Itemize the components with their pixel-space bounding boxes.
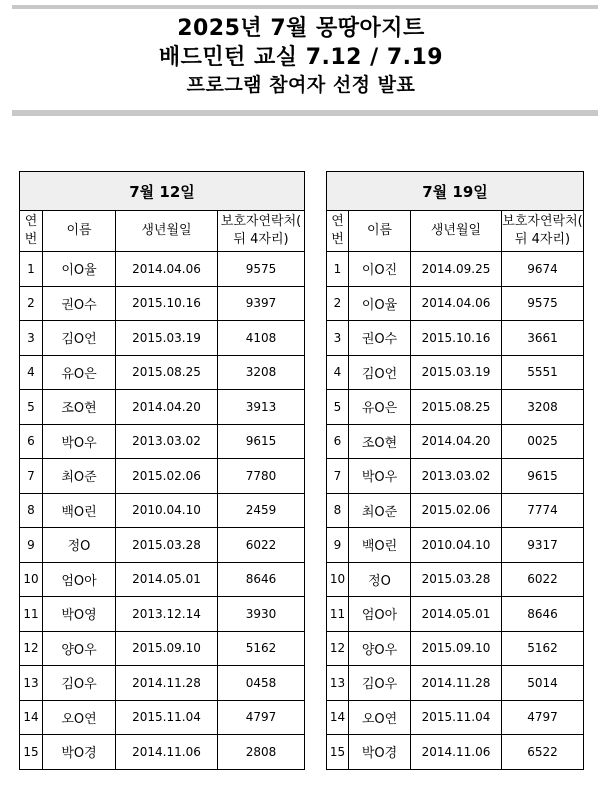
row-number: 13 — [20, 666, 43, 701]
col-header-name: 이름 — [349, 211, 411, 252]
row-number: 14 — [327, 700, 349, 735]
birth-date: 2014.11.06 — [116, 735, 218, 770]
table-row — [327, 459, 584, 494]
row-number: 2 — [20, 286, 43, 321]
table-row — [327, 252, 584, 287]
title-block — [0, 14, 602, 98]
row-number: 6 — [20, 424, 43, 459]
row-number: 1 — [20, 252, 43, 287]
guardian-contact: 4108 — [218, 321, 305, 356]
birth-date: 2015.09.10 — [411, 631, 502, 666]
title-line-2: 배드민턴 교실 7.12 / 7.19 — [158, 45, 444, 70]
participant-name: 박O우 — [349, 459, 411, 494]
guardian-contact: 7780 — [218, 459, 305, 494]
table-row — [20, 562, 305, 597]
participant-name: 백O린 — [43, 493, 116, 528]
birth-date: 2015.11.04 — [116, 700, 218, 735]
guardian-contact: 5551 — [502, 355, 584, 390]
table-row — [20, 390, 305, 425]
birth-date: 2013.03.02 — [411, 459, 502, 494]
row-number: 15 — [327, 735, 349, 770]
table-july-12 — [19, 171, 305, 770]
table-row — [327, 597, 584, 632]
guardian-contact: 8646 — [502, 597, 584, 632]
birth-date: 2014.11.28 — [411, 666, 502, 701]
participant-name: 백O린 — [349, 528, 411, 563]
table-row — [20, 631, 305, 666]
table-row — [327, 424, 584, 459]
table-row — [20, 459, 305, 494]
participant-name: 권O수 — [43, 286, 116, 321]
row-number: 3 — [20, 321, 43, 356]
participant-name: 이O율 — [43, 252, 116, 287]
row-number: 14 — [20, 700, 43, 735]
table-row — [20, 355, 305, 390]
participant-name: 유O은 — [349, 390, 411, 425]
col-header-birth: 생년월일 — [116, 211, 218, 252]
row-number: 15 — [20, 735, 43, 770]
guardian-contact: 5162 — [218, 631, 305, 666]
participant-name: 양O우 — [43, 631, 116, 666]
row-number: 4 — [20, 355, 43, 390]
table-date-header: 7월 19일 — [327, 172, 584, 211]
row-number: 11 — [327, 597, 349, 632]
birth-date: 2015.03.28 — [116, 528, 218, 563]
guardian-contact: 5014 — [502, 666, 584, 701]
table-row — [327, 390, 584, 425]
row-number: 10 — [327, 562, 349, 597]
row-number: 10 — [20, 562, 43, 597]
guardian-contact: 4797 — [218, 700, 305, 735]
col-header-no: 연 번 — [20, 211, 43, 252]
birth-date: 2014.11.06 — [411, 735, 502, 770]
table-row — [20, 252, 305, 287]
guardian-contact: 8646 — [218, 562, 305, 597]
birth-date: 2014.05.01 — [411, 597, 502, 632]
table-row — [327, 528, 584, 563]
guardian-contact: 7774 — [502, 493, 584, 528]
table-row — [327, 321, 584, 356]
row-number: 5 — [327, 390, 349, 425]
table-row — [20, 700, 305, 735]
col-header-birth: 생년월일 — [411, 211, 502, 252]
birth-date: 2014.05.01 — [116, 562, 218, 597]
participant-name: 박O경 — [43, 735, 116, 770]
row-number: 3 — [327, 321, 349, 356]
birth-date: 2015.11.04 — [411, 700, 502, 735]
table-date-header: 7월 12일 — [20, 172, 305, 211]
col-header-name: 이름 — [43, 211, 116, 252]
birth-date: 2014.04.20 — [411, 424, 502, 459]
row-number: 9 — [20, 528, 43, 563]
participant-name: 김O언 — [349, 355, 411, 390]
guardian-contact: 3661 — [502, 321, 584, 356]
participant-name: 엄O아 — [43, 562, 116, 597]
participant-name: 최O준 — [349, 493, 411, 528]
guardian-contact: 6022 — [502, 562, 584, 597]
birth-date: 2015.10.16 — [411, 321, 502, 356]
col-header-contact: 보호자연락처( 뒤 4자리) — [218, 211, 305, 252]
table-row — [327, 735, 584, 770]
birth-date: 2015.02.06 — [411, 493, 502, 528]
top-divider — [12, 5, 598, 9]
table-july-19 — [326, 171, 584, 770]
guardian-contact: 6022 — [218, 528, 305, 563]
birth-date: 2014.09.25 — [411, 252, 502, 287]
table-row — [20, 666, 305, 701]
guardian-contact: 3930 — [218, 597, 305, 632]
title-line-3: 프로그램 참여자 선정 발표 — [186, 74, 416, 96]
guardian-contact: 9317 — [502, 528, 584, 563]
participant-name: 정O — [43, 528, 116, 563]
guardian-contact: 3913 — [218, 390, 305, 425]
row-number: 9 — [327, 528, 349, 563]
row-number: 8 — [20, 493, 43, 528]
birth-date: 2014.11.28 — [116, 666, 218, 701]
birth-date: 2015.09.10 — [116, 631, 218, 666]
table-row — [327, 493, 584, 528]
birth-date: 2015.02.06 — [116, 459, 218, 494]
participant-name: 박O경 — [349, 735, 411, 770]
col-header-contact: 보호자연락처( 뒤 4자리) — [502, 211, 584, 252]
row-number: 8 — [327, 493, 349, 528]
participant-name: 김O우 — [43, 666, 116, 701]
table-row — [327, 631, 584, 666]
guardian-contact: 2808 — [218, 735, 305, 770]
birth-date: 2010.04.10 — [411, 528, 502, 563]
title-divider — [12, 110, 598, 116]
guardian-contact: 9615 — [502, 459, 584, 494]
title-line-1: 2025년 7월 몽땅아지트 — [177, 16, 425, 41]
table-row — [327, 355, 584, 390]
birth-date: 2010.04.10 — [116, 493, 218, 528]
guardian-contact: 9615 — [218, 424, 305, 459]
participant-name: 이O진 — [349, 252, 411, 287]
participant-name: 유O은 — [43, 355, 116, 390]
birth-date: 2013.03.02 — [116, 424, 218, 459]
row-number: 1 — [327, 252, 349, 287]
table-row — [20, 597, 305, 632]
row-number: 5 — [20, 390, 43, 425]
participant-name: 박O영 — [43, 597, 116, 632]
guardian-contact: 9575 — [502, 286, 584, 321]
row-number: 7 — [327, 459, 349, 494]
row-number: 7 — [20, 459, 43, 494]
table-row — [327, 666, 584, 701]
guardian-contact: 9397 — [218, 286, 305, 321]
guardian-contact: 5162 — [502, 631, 584, 666]
birth-date: 2015.08.25 — [116, 355, 218, 390]
birth-date: 2015.03.19 — [116, 321, 218, 356]
table-row — [20, 528, 305, 563]
table-row — [20, 735, 305, 770]
guardian-contact: 4797 — [502, 700, 584, 735]
birth-date: 2015.10.16 — [116, 286, 218, 321]
table-row — [20, 424, 305, 459]
participant-name: 김O언 — [43, 321, 116, 356]
birth-date: 2013.12.14 — [116, 597, 218, 632]
birth-date: 2014.04.20 — [116, 390, 218, 425]
participant-name: 김O우 — [349, 666, 411, 701]
table-row — [327, 562, 584, 597]
guardian-contact: 9674 — [502, 252, 584, 287]
participant-name: 박O우 — [43, 424, 116, 459]
birth-date: 2014.04.06 — [116, 252, 218, 287]
participant-name: 양O우 — [349, 631, 411, 666]
row-number: 2 — [327, 286, 349, 321]
table-row — [327, 700, 584, 735]
row-number: 11 — [20, 597, 43, 632]
row-number: 12 — [327, 631, 349, 666]
table-row — [20, 493, 305, 528]
birth-date: 2015.03.19 — [411, 355, 502, 390]
participant-name: 이O율 — [349, 286, 411, 321]
table-row — [20, 286, 305, 321]
guardian-contact: 3208 — [218, 355, 305, 390]
participant-name: 정O — [349, 562, 411, 597]
participant-name: 조O현 — [43, 390, 116, 425]
table-row — [20, 321, 305, 356]
participant-name: 최O준 — [43, 459, 116, 494]
participant-name: 오O연 — [349, 700, 411, 735]
row-number: 12 — [20, 631, 43, 666]
birth-date: 2014.04.06 — [411, 286, 502, 321]
row-number: 4 — [327, 355, 349, 390]
table-row — [327, 286, 584, 321]
birth-date: 2015.03.28 — [411, 562, 502, 597]
guardian-contact: 6522 — [502, 735, 584, 770]
guardian-contact: 2459 — [218, 493, 305, 528]
participant-name: 오O연 — [43, 700, 116, 735]
participant-name: 조O현 — [349, 424, 411, 459]
row-number: 13 — [327, 666, 349, 701]
birth-date: 2015.08.25 — [411, 390, 502, 425]
guardian-contact: 9575 — [218, 252, 305, 287]
participant-name: 엄O아 — [349, 597, 411, 632]
guardian-contact: 0458 — [218, 666, 305, 701]
col-header-no: 연 번 — [327, 211, 349, 252]
row-number: 6 — [327, 424, 349, 459]
guardian-contact: 3208 — [502, 390, 584, 425]
guardian-contact: 0025 — [502, 424, 584, 459]
participant-name: 권O수 — [349, 321, 411, 356]
